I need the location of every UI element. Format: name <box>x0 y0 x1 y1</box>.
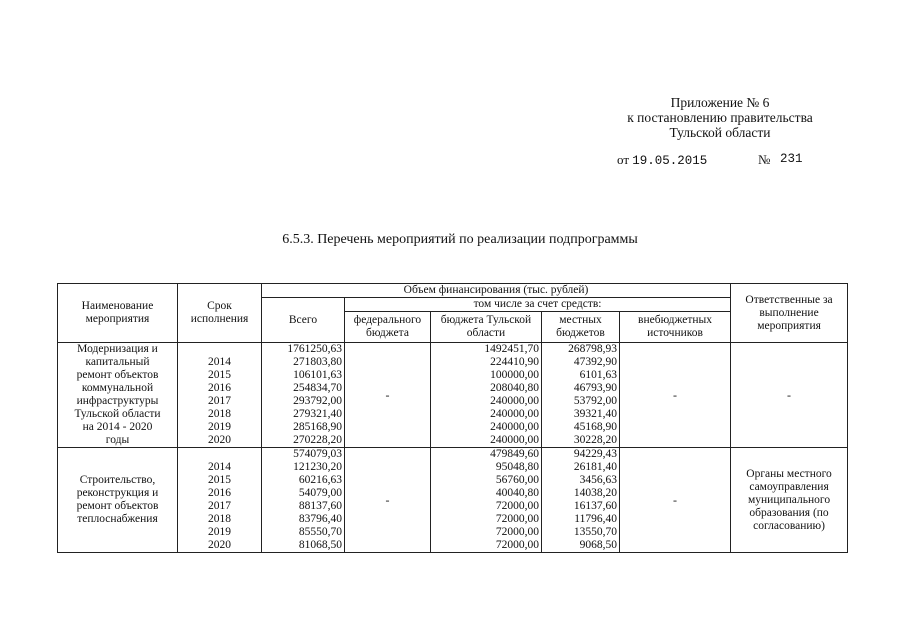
total-value: 88137,60 <box>298 500 342 512</box>
year: 2017 <box>208 395 231 407</box>
regional-cell <box>431 343 542 448</box>
table-row <box>58 448 848 553</box>
regional-value: 240000,00 <box>490 408 539 420</box>
regional-value: 40040,80 <box>495 487 539 499</box>
regional-value: 100000,00 <box>490 369 539 381</box>
local-value: 9068,50 <box>579 539 617 551</box>
table-row <box>58 343 848 448</box>
header-extra: внебюджетных источников <box>620 312 731 343</box>
year: 2015 <box>208 369 231 381</box>
regional-value: 240000,00 <box>490 395 539 407</box>
total-value: 574079,03 <box>293 448 342 460</box>
name-line: капитальный <box>85 356 150 368</box>
name-line: годы <box>105 434 130 446</box>
total-value: 270228,20 <box>293 434 342 446</box>
total-value: 106101,63 <box>293 369 342 381</box>
regional-value: 56760,00 <box>495 474 539 486</box>
total-value: 293792,00 <box>293 395 342 407</box>
local-value: 14038,20 <box>573 487 617 499</box>
total-cell <box>262 448 345 553</box>
regional-value: 95048,80 <box>495 461 539 473</box>
name-line: Строительство, <box>79 474 156 486</box>
name-line: инфраструктуры <box>76 395 159 407</box>
header-term: Срок исполнения <box>178 284 262 343</box>
order-date: 19.05.2015 <box>632 154 708 168</box>
name-line: ремонт объектов <box>76 369 159 381</box>
appendix-line: Приложение № 6 <box>670 95 770 110</box>
regional-value: 72000,00 <box>495 500 539 512</box>
local-value: 46793,90 <box>573 382 617 394</box>
regional-value: 72000,00 <box>495 513 539 525</box>
extra-cell: - <box>620 343 731 448</box>
federal-cell: - <box>345 343 431 448</box>
local-cell <box>542 343 620 448</box>
name-line: реконструкция и <box>76 487 159 499</box>
activities-table <box>57 283 848 553</box>
total-value: 1761250,63 <box>287 343 342 355</box>
local-value: 26181,40 <box>573 461 617 473</box>
header-local: местных бюджетов <box>542 312 620 343</box>
year: 2015 <box>208 474 231 486</box>
local-value: 13550,70 <box>573 526 617 538</box>
local-value: 6101,63 <box>579 369 617 381</box>
activity-name <box>58 448 178 553</box>
name-line: на 2014 - 2020 <box>82 421 153 433</box>
local-value: 16137,60 <box>573 500 617 512</box>
years-cell <box>178 448 262 553</box>
regional-value: 240000,00 <box>490 421 539 433</box>
federal-cell: - <box>345 448 431 553</box>
order-number: 231 <box>780 152 803 166</box>
regional-cell <box>431 448 542 553</box>
name-line: коммунальной <box>81 382 154 394</box>
header-regional: бюджета Тульской области <box>431 312 542 343</box>
year: 2020 <box>208 539 231 551</box>
activity-name <box>58 343 178 448</box>
year: 2016 <box>208 487 231 499</box>
local-cell <box>542 448 620 553</box>
regional-value: 72000,00 <box>495 526 539 538</box>
year: 2016 <box>208 382 231 394</box>
order-date-number <box>617 152 817 168</box>
total-value: 85550,70 <box>298 526 342 538</box>
regional-value: 72000,00 <box>495 539 539 551</box>
local-value: 11796,40 <box>574 513 617 525</box>
extra-cell: - <box>620 448 731 553</box>
total-value: 54079,00 <box>298 487 342 499</box>
total-value: 83796,40 <box>298 513 342 525</box>
total-value: 121230,20 <box>293 461 342 473</box>
local-value: 3456,63 <box>579 474 617 486</box>
regional-value: 1492451,70 <box>484 343 539 355</box>
date-prefix: от <box>617 152 630 167</box>
header-responsible: Ответственные за выполнение мероприятия <box>731 284 848 343</box>
total-value: 254834,70 <box>293 382 342 394</box>
local-value: 47392,90 <box>573 356 617 368</box>
years-cell <box>178 343 262 448</box>
name-line: Тульской области <box>74 408 161 420</box>
regional-value: 479849,60 <box>490 448 539 460</box>
header-name: Наименование мероприятия <box>58 284 178 343</box>
year: 2014 <box>208 461 231 473</box>
local-value: 94229,43 <box>573 448 617 460</box>
local-value: 39321,40 <box>573 408 617 420</box>
total-value: 60216,63 <box>298 474 342 486</box>
year: 2019 <box>208 421 231 433</box>
local-value: 30228,20 <box>573 434 617 446</box>
name-line: ремонт объектов <box>76 500 159 512</box>
total-value: 279321,40 <box>293 408 342 420</box>
total-cell <box>262 343 345 448</box>
number-label: № <box>758 152 771 167</box>
local-value: 268798,93 <box>568 343 617 355</box>
year: 2020 <box>208 434 231 446</box>
header-including: том числе за счет средств: <box>345 298 731 312</box>
header-total: Всего <box>262 298 345 343</box>
total-value: 271803,80 <box>293 356 342 368</box>
header-financing: Объем финансирования (тыс. рублей) <box>262 284 731 298</box>
section-title: 6.5.3. Перечень мероприятий по реализации подпрограммы <box>282 232 638 247</box>
local-value: 45168,90 <box>573 421 617 433</box>
year <box>180 343 259 356</box>
regional-value: 224410,90 <box>490 356 539 368</box>
total-value: 81068,50 <box>298 539 342 551</box>
year: 2017 <box>208 500 231 512</box>
header-federal: федерального бюджета <box>345 312 431 343</box>
local-value: 53792,00 <box>573 395 617 407</box>
year: 2018 <box>208 513 231 525</box>
year: 2019 <box>208 526 231 538</box>
year: 2018 <box>208 408 231 420</box>
responsible-cell: - <box>731 343 848 448</box>
year <box>180 448 259 461</box>
appendix-line: к постановлению правительства <box>627 110 813 125</box>
name-line: теплоснабжения <box>77 513 158 525</box>
total-value: 285168,90 <box>293 421 342 433</box>
regional-value: 240000,00 <box>490 434 539 446</box>
responsible-cell: Органы местного самоуправления муниципального образования (по согласованию) <box>731 448 848 553</box>
appendix-header <box>610 95 830 140</box>
year: 2014 <box>208 356 231 368</box>
regional-value: 208040,80 <box>490 382 539 394</box>
name-line: Модернизация и <box>77 343 158 355</box>
appendix-line: Тульской области <box>669 125 771 140</box>
